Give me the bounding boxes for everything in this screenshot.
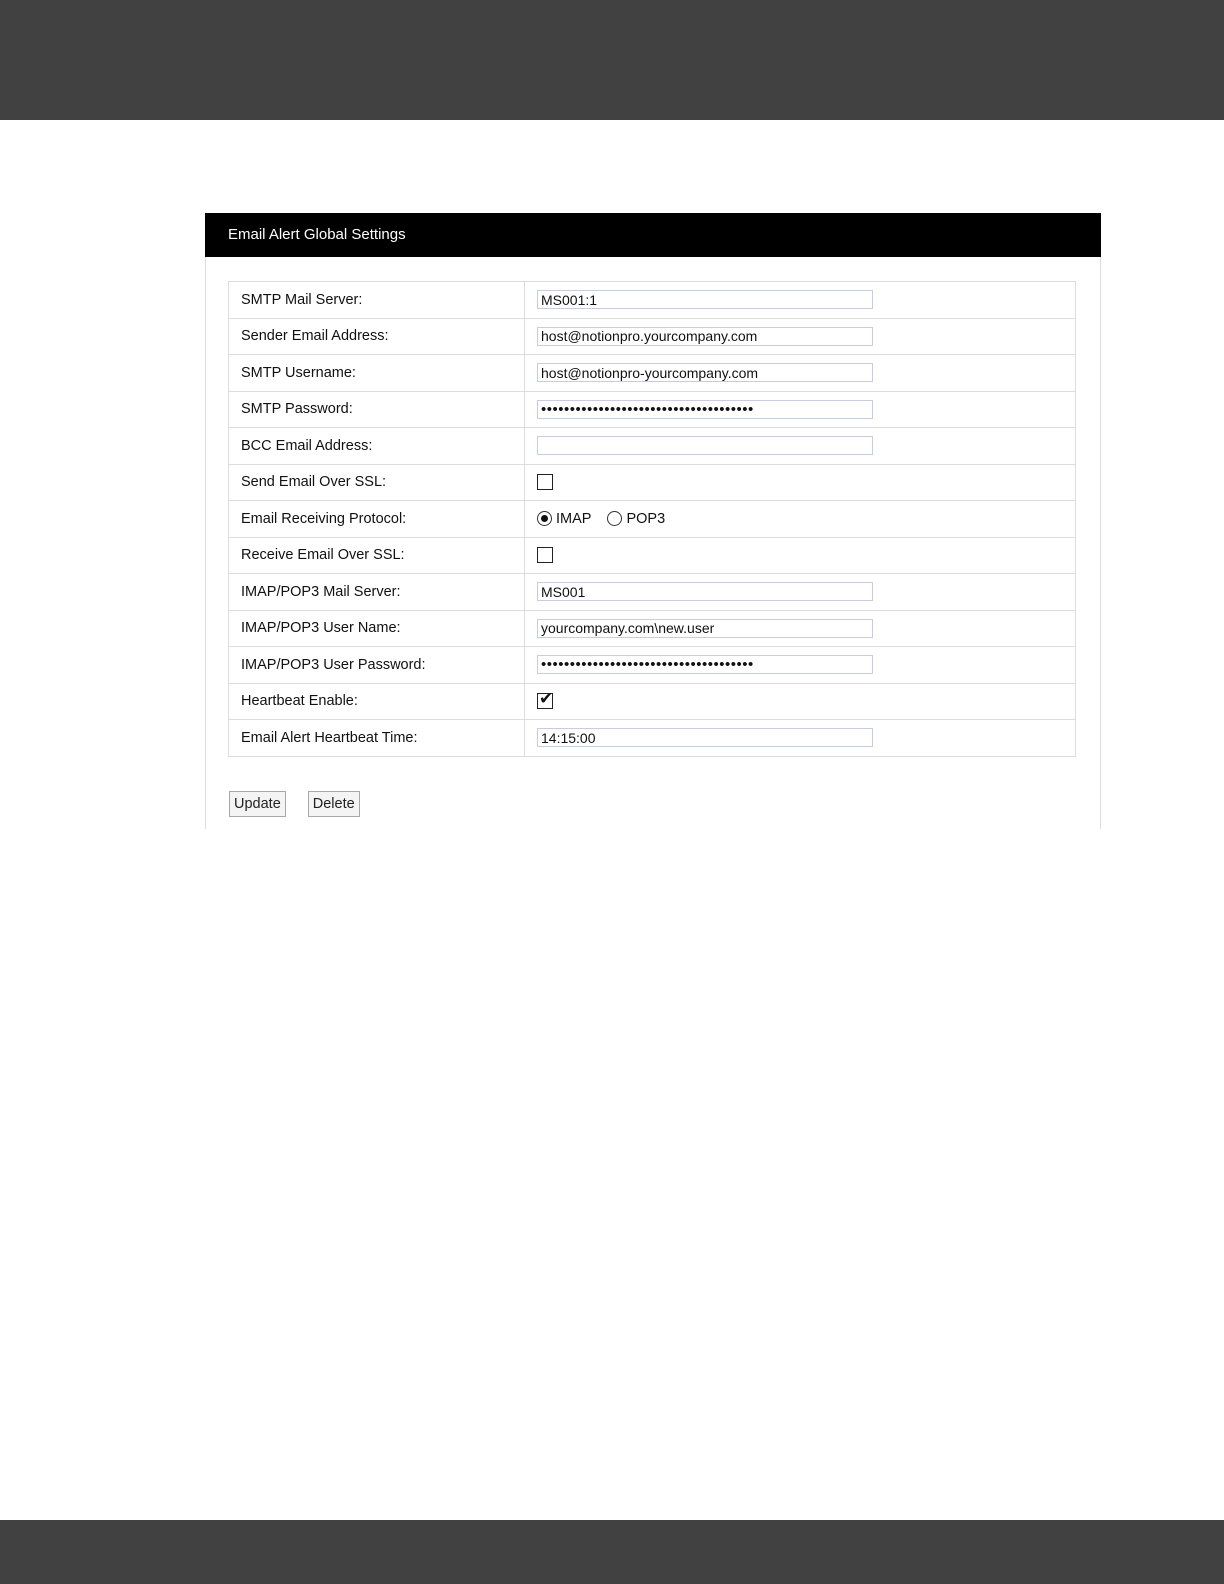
table-row xyxy=(229,683,1076,720)
heartbeat-time-input[interactable] xyxy=(537,728,873,747)
pop3-radio[interactable] xyxy=(607,511,622,526)
top-frame-bar xyxy=(0,0,1224,120)
smtp-server-label: SMTP Mail Server: xyxy=(229,282,525,319)
heartbeat-enable-label: Heartbeat Enable: xyxy=(229,683,525,720)
table-row xyxy=(229,428,1076,465)
sender-email-input[interactable] xyxy=(537,327,873,346)
table-row xyxy=(229,537,1076,574)
imap-radio[interactable] xyxy=(537,511,552,526)
imap-username-input[interactable] xyxy=(537,619,873,638)
receive-ssl-checkbox[interactable] xyxy=(537,547,553,563)
pop3-radio-label[interactable]: POP3 xyxy=(626,510,666,527)
smtp-server-input[interactable] xyxy=(537,290,873,309)
table-row xyxy=(229,464,1076,501)
protocol-radio-group xyxy=(537,511,1075,527)
delete-button[interactable]: Delete xyxy=(308,791,360,817)
bcc-email-label: BCC Email Address: xyxy=(229,428,525,465)
sender-email-label: Sender Email Address: xyxy=(229,318,525,355)
table-row xyxy=(229,647,1076,684)
smtp-password-input[interactable] xyxy=(537,400,873,419)
imap-server-input[interactable] xyxy=(537,582,873,601)
smtp-username-label: SMTP Username: xyxy=(229,355,525,392)
panel-title: Email Alert Global Settings xyxy=(205,213,1101,257)
imap-username-label: IMAP/POP3 User Name: xyxy=(229,610,525,647)
table-row xyxy=(229,574,1076,611)
table-row xyxy=(229,355,1076,392)
bottom-frame-bar xyxy=(0,1520,1224,1584)
table-row xyxy=(229,501,1076,538)
table-row xyxy=(229,720,1076,757)
smtp-username-input[interactable] xyxy=(537,363,873,382)
table-row xyxy=(229,318,1076,355)
imap-radio-label[interactable]: IMAP xyxy=(556,510,592,527)
table-row xyxy=(229,391,1076,428)
action-buttons xyxy=(229,791,360,817)
heartbeat-time-label: Email Alert Heartbeat Time: xyxy=(229,720,525,757)
send-ssl-label: Send Email Over SSL: xyxy=(229,464,525,501)
table-row xyxy=(229,610,1076,647)
imap-password-label: IMAP/POP3 User Password: xyxy=(229,647,525,684)
receiving-protocol-label: Email Receiving Protocol: xyxy=(229,501,525,538)
settings-table xyxy=(228,281,1076,757)
table-row xyxy=(229,282,1076,319)
receive-ssl-label: Receive Email Over SSL: xyxy=(229,537,525,574)
imap-server-label: IMAP/POP3 Mail Server: xyxy=(229,574,525,611)
email-alert-settings-panel xyxy=(205,213,1101,829)
imap-password-input[interactable] xyxy=(537,655,873,674)
heartbeat-enable-checkbox[interactable] xyxy=(537,689,554,710)
send-ssl-checkbox[interactable] xyxy=(537,474,553,490)
smtp-password-label: SMTP Password: xyxy=(229,391,525,428)
bcc-email-input[interactable] xyxy=(537,436,873,455)
update-button[interactable]: Update xyxy=(229,791,286,817)
checkmark-icon: ✔ xyxy=(539,689,554,710)
